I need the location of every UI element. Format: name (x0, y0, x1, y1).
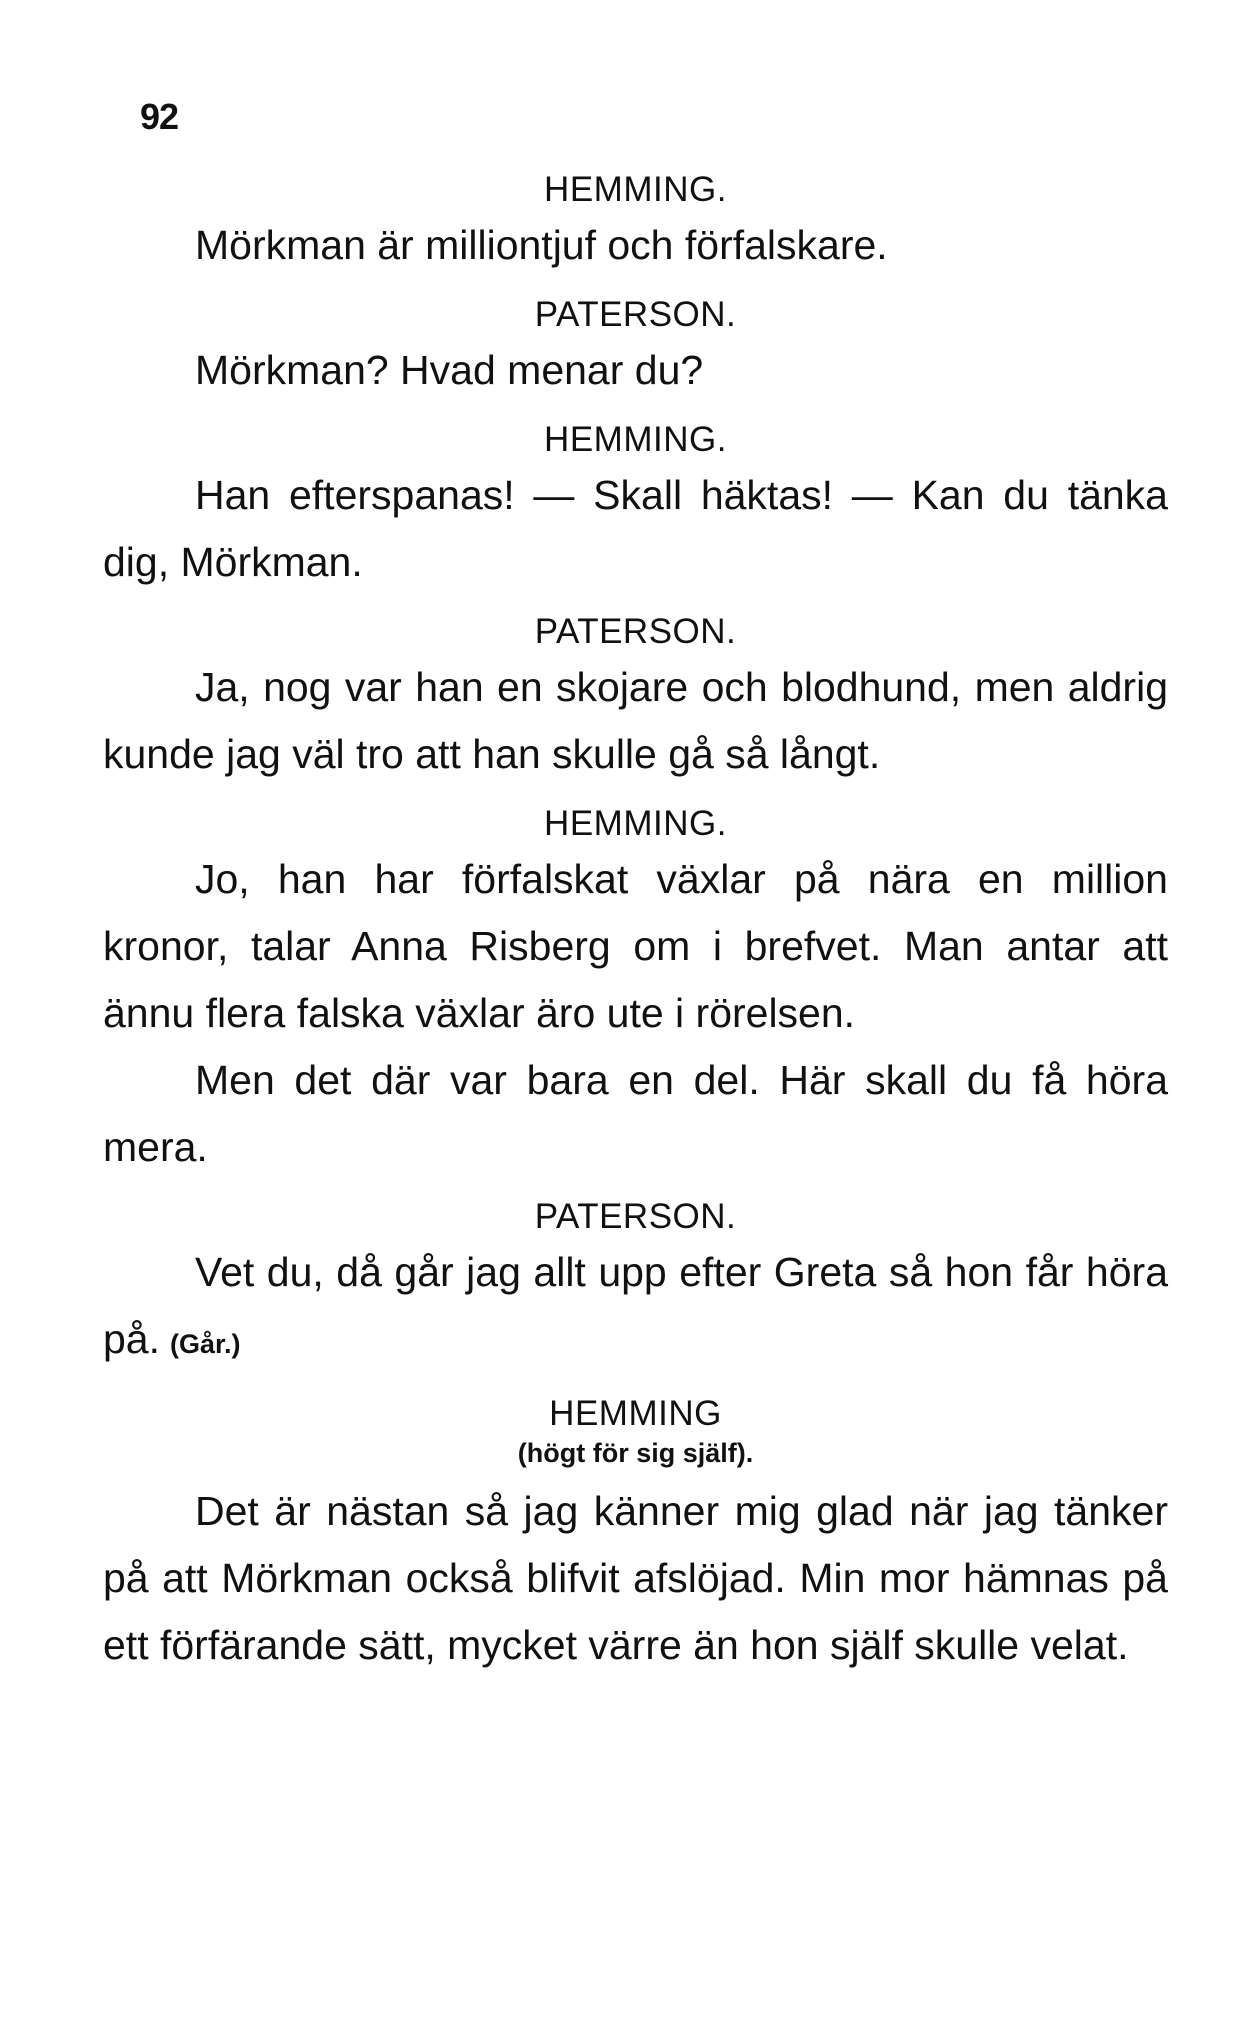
page-number: 92 (140, 96, 179, 137)
speaker-hemming: HEMMING. (544, 420, 727, 459)
speech-line (103, 1239, 1168, 1378)
speech-line: Det är nästan så jag känner mig glad när jag tänker på att Mörkman också blifvit afslöjad. Min mor hämnas på ett förfärande sätt, mycket värre än hon själf skulle velat. (103, 1488, 1168, 1668)
stage-direction: (Går.) (170, 1329, 241, 1359)
speech-line: Ja, nog var han en skojare och blodhund, men aldrig kunde jag väl tro att han skulle gå så långt. (103, 664, 1168, 777)
speaker-hemming: HEMMING. (544, 804, 727, 843)
speaker-paterson: PATERSON. (534, 612, 737, 651)
speech-line: Han efterspanas! — Skall häktas! — Kan du tänka dig, Mörkman. (103, 472, 1168, 585)
speech-line: Men det där var bara en del. Här skall du få höra mera. (103, 1057, 1168, 1170)
speaker-paterson: PATERSON. (534, 295, 737, 334)
speaker-paterson: PATERSON. (534, 1197, 737, 1236)
stage-direction: (högt för sig själf). (517, 1438, 754, 1468)
play-text (103, 168, 1168, 1693)
speech-line: Jo, han har förfalskat växlar på nära en million kronor, talar Anna Risberg om i brefvet. Man antar att ännu flera falska växlar äro ute i rörelsen. (103, 856, 1168, 1036)
speaker-hemming: HEMMING. (544, 170, 727, 209)
speech-line: Mörkman är milliontjuf och förfalskare. (195, 222, 888, 268)
speech-text: Vet du, då går jag allt upp efter Greta så hon får höra på. (103, 1249, 1168, 1362)
speech-line: Mörkman? Hvad menar du? (195, 347, 704, 393)
speaker-hemming: HEMMING (549, 1394, 722, 1433)
